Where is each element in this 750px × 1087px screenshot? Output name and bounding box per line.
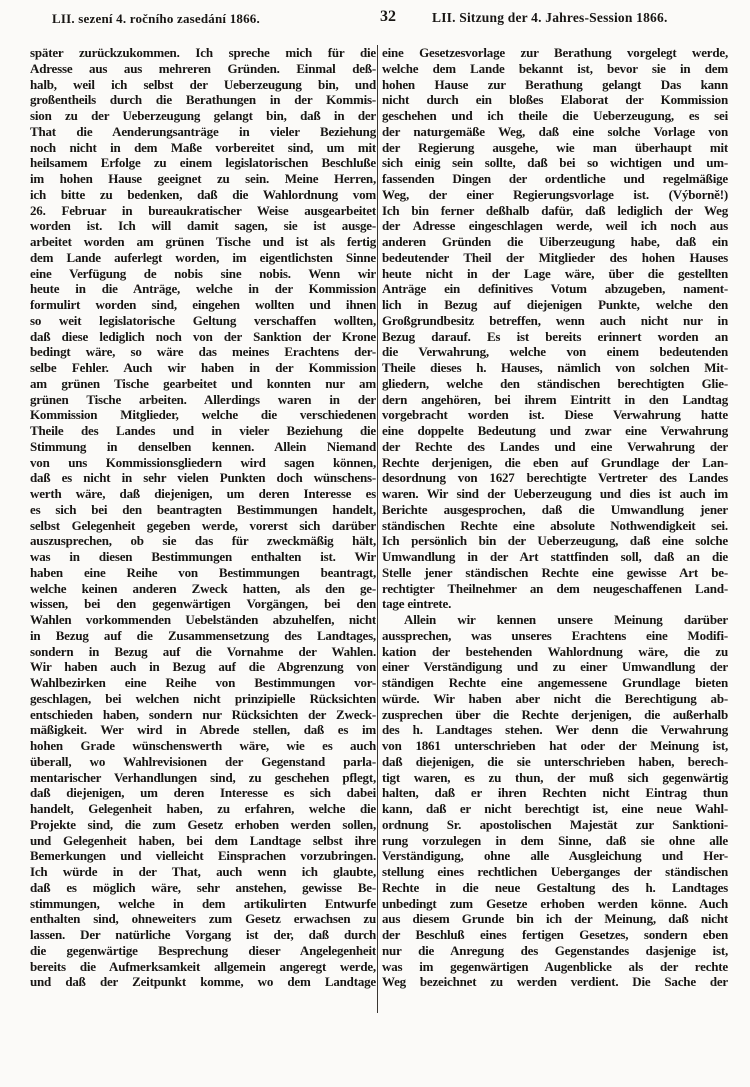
- text-line: am grünen Tische gearbeitet und konnten nur am: [30, 375, 376, 391]
- text-line: ich bitte zu bedenken, daß die Wahlordnung vom: [30, 186, 376, 202]
- text-line: wissen, bei den gegenwärtigen Vorgängen, bei den: [30, 596, 376, 612]
- text-line: unbedingt zum Gesetze erhoben werden könne. Auch: [382, 895, 728, 911]
- text-line: was im gegenwärtigen Augenblicke als der rechte: [382, 958, 728, 974]
- text-line: handelt, Gelegenheit haben, zu erfahren, welche die: [30, 801, 376, 816]
- text-line: eine doppelte Bedeutung und zwar eine Verwahrung: [382, 423, 728, 438]
- text-line: der Beschluß eines fertigen Gesetzes, sondern eben: [382, 927, 728, 942]
- text-line: kann, daß er nicht berechtigt ist, eine neue Wahl-: [382, 801, 728, 816]
- text-line: vorgebracht worden ist. Diese Verwahrung hatte: [382, 407, 728, 423]
- text-line: würde. Wir haben aber nicht die Berechtigung ab-: [382, 690, 728, 706]
- text-line: daß diejenigen, die sie unterschrieben haben, berech-: [382, 753, 728, 769]
- text-line: Ich persönlich bin der Ueberzeugung, daß eine solche: [382, 533, 728, 549]
- text-line: großentheils durch die Berathungen in der Kommis-: [30, 92, 376, 108]
- text-line: bedeutender Theil der Mitglieder des hohen Hauses: [382, 249, 728, 265]
- text-line: ordnung Sr. apostolischen Majestät zur Sanktioni-: [382, 816, 728, 832]
- text-line: was in diesen Bestimmungen enthalten ist. Wir: [30, 549, 376, 564]
- text-line: waren. Wir sind der Ueberzeugung und dies ist auch im: [382, 486, 728, 501]
- text-line: nicht durch ein bloßes Elaborat der Kommission: [382, 92, 728, 108]
- text-line: eine Gesetzesvorlage zur Berathung vorgelegt werde,: [382, 45, 728, 60]
- text-line: halten, daß er ihren Rechten nicht Eintrag thun: [382, 785, 728, 801]
- text-line: daß es nicht in sehr vielen Punkten doch wünschens-: [30, 470, 376, 486]
- text-line: Theile des Landes und in vieler Beziehung die: [30, 423, 376, 438]
- text-line: und Gelegenheit haben, bei dem Landtage selbst ihre: [30, 832, 376, 848]
- text-line: hohen Hause zur Berathung gelangt Das kann: [382, 76, 728, 92]
- text-line: der Rechte des Landes und eine Verwahrung der: [382, 438, 728, 454]
- text-line: hohen Grade wünschenswerth wäre, wie es auch: [30, 738, 376, 753]
- text-line: welche keinen anderen Zweck hatten, als den ge-: [30, 580, 376, 596]
- text-line: Berichte ausgesprochen, daß die Umwandlung jener: [382, 501, 728, 517]
- text-line: kation der bestehenden Wahlordnung wäre, die zu: [382, 643, 728, 659]
- text-line: im hohen Hause geeignet zu sein. Meine Herren,: [30, 171, 376, 186]
- text-line: Umwandlung in der Art stattfinden soll, daß an die: [382, 549, 728, 564]
- text-line: Weg bezeichnet zu werden verdient. Die Sache der: [382, 974, 728, 990]
- text-line: in Bezug auf die Zusammensetzung des Landtages,: [30, 627, 376, 643]
- text-line: entschieden haben, sondern nur Rücksichten der Zweck-: [30, 706, 376, 722]
- text-line: geschehen und ich theile die Ueberzeugung, es sei: [382, 108, 728, 123]
- right-text-column: [382, 45, 728, 990]
- running-head-czech: LII. sezení 4. ročního zasedání 1866.: [52, 11, 260, 26]
- text-line: desordnung von 1627 berechtigte Vertreter des Landes: [382, 470, 728, 486]
- text-line: Bemerkungen und vielleicht Einsprachen vorzubringen.: [30, 848, 376, 864]
- text-line: eine Verfügung de nobis sine nobis. Wenn wir: [30, 265, 376, 281]
- text-line: sich einig sein sollte, daß bei so wichtigen und um-: [382, 155, 728, 171]
- text-line: heilsamem Erfolge zu einem legislatorischen Beschluße: [30, 155, 376, 171]
- text-line: später zurückzukommen. Ich spreche mich für die: [30, 45, 376, 60]
- text-line: welche dem Lande bekannt ist, bevor sie in dem: [382, 60, 728, 76]
- text-line: und daß der Zeitpunkt komme, wo dem Landtage: [30, 974, 376, 990]
- text-line: zusprechen über die Rechte derjenigen, die außerhalb: [382, 706, 728, 722]
- text-line: von 1861 unterschrieben hat oder der Meinung ist,: [382, 738, 728, 753]
- text-line: sondern in Bezug auf die Vornahme der Wahlen.: [30, 643, 376, 659]
- text-line: aussprechen, was unseres Erachtens eine Modifi-: [382, 627, 728, 643]
- text-line: 26. Februar in bureaukratischer Weise ausgearbeitet: [30, 202, 376, 218]
- text-line: sion zu der Ueberzeugung gelangt bin, daß in der: [30, 108, 376, 123]
- text-line: Rechte in die neue Gestaltung des h. Landtages: [382, 879, 728, 895]
- text-line: grünen Tische arbeiten. Allerdings waren in der: [30, 391, 376, 407]
- text-line: bereits die Aufmerksamkeit allgemein angeregt werde,: [30, 958, 376, 974]
- text-line: einer Verständigung und zu einer Umwandlung der: [382, 659, 728, 675]
- text-line: der naturgemäße Weg, daß eine solche Vorlage von: [382, 123, 728, 139]
- text-line: Ich bin ferner deßhalb dafür, daß lediglich der Weg: [382, 202, 728, 218]
- text-line: werth wäre, daß diejenigen, um deren Interesse es: [30, 486, 376, 501]
- text-line: Großgrundbesitz betreffen, wenn auch nicht nur in: [382, 312, 728, 328]
- text-line: der Regierung ausgehe, wie man überhaupt mit: [382, 139, 728, 155]
- text-line: mäßigkeit. Wer wird in Abrede stellen, daß es im: [30, 722, 376, 738]
- text-line: des h. Landtages stehen. Wer denn die Verwahrung: [382, 722, 728, 738]
- text-line: so weit legislatorische Geltung verschaffen wollten,: [30, 312, 376, 328]
- text-line: selbst Gelegenheit gegeben werde, vorerst sich darüber: [30, 517, 376, 533]
- text-line: Kommission Mitglieder, welche die verschiedenen: [30, 407, 376, 423]
- text-line: rung vorzulegen in dem Sinne, daß sie ohne alle: [382, 832, 728, 848]
- text-line: rechtigter Theilnehmer an dem neugeschaffenen Land-: [382, 580, 728, 596]
- text-line: ständischen Rechte eine absolute Nothwendigkeit sei.: [382, 517, 728, 533]
- text-line: mentarischer Verhandlungen sind, zu geschehen pflegt,: [30, 769, 376, 785]
- text-line: gliedern, welche den ständischen berechtigten Glie-: [382, 375, 728, 391]
- text-line: arbeitet worden am grünen Tische und ist als fertig: [30, 234, 376, 249]
- text-line: Anträge ein definitives Votum abzugeben, nament-: [382, 281, 728, 297]
- text-line: Bezug darauf. Es ist bereits erinnert worden an: [382, 328, 728, 344]
- text-line: von uns Kommissionsgliedern wird sagen können,: [30, 454, 376, 470]
- text-line: ständigen Rechte eine angemessene Grundlage bieten: [382, 675, 728, 690]
- text-line: die Verwahrung, welche von einem bedeutenden: [382, 344, 728, 360]
- running-head: [0, 0, 750, 34]
- text-line: geschlagen, bei welchen nicht prinzipielle Rücksichten: [30, 690, 376, 706]
- text-line: Weg, der einer Regierungsvorlage ist. (Výborně!): [382, 186, 728, 202]
- text-line: Allein wir kennen unsere Meinung darüber: [404, 612, 728, 627]
- text-line: That die Aenderungsanträge in vieler Beziehung: [30, 123, 376, 139]
- text-line: formulirt worden sind, eingehen wollten und ihnen: [30, 297, 376, 312]
- running-head-german: LII. Sitzung der 4. Jahres-Session 1866.: [432, 10, 668, 25]
- text-line: daß es möglich wäre, sehr anstehen, gewisse Be-: [30, 879, 376, 895]
- text-line: Wahlen vorkommenden Uebelständen abzuhelfen, nicht: [30, 612, 376, 627]
- text-line: Stimmung in denselben kennen. Allein Niemand: [30, 438, 376, 454]
- text-line: lich in Bezug auf diejenigen Punkte, welche den: [382, 297, 728, 312]
- column-divider-rule: [377, 45, 378, 1013]
- text-line: Wir haben auch in Bezug auf die Abgrenzung von: [30, 659, 376, 675]
- text-line: daß diese lediglich noch von der Sanktion der Krone: [30, 328, 376, 344]
- text-line: worden ist. Ich will damit sagen, sie ist ausge-: [30, 218, 376, 234]
- text-line: selbe Fehler. Auch wir haben in der Kommission: [30, 360, 376, 375]
- text-line: tigt waren, es zu thun, der muß sich gegenwärtig: [382, 769, 728, 785]
- text-line: überall, wo Wahlrevisionen der Gegenstand parla-: [30, 753, 376, 769]
- text-line: lassen. Der natürliche Vorgang ist der, daß durch: [30, 927, 376, 942]
- text-line: noch nicht in dem Maße vorbereitet sind, um mit: [30, 139, 376, 155]
- text-line: anderen Gründen die Uiberzeugung habe, daß ein: [382, 234, 728, 249]
- text-line: der Adresse eingeschlagen werde, weil ich noch aus: [382, 218, 728, 234]
- text-line: dem Lande auferlegt worden, im eigentlichsten Sinne: [30, 249, 376, 265]
- text-line: enthalten sind, ohneweiters zum Gesetz erwachsen zu: [30, 911, 376, 927]
- text-line: nur die Anregung des Gegenstandes dasjenige ist,: [382, 942, 728, 958]
- text-line: Ich würde in der That, auch wenn ich glaubte,: [30, 864, 376, 879]
- left-text-column: [30, 45, 376, 990]
- text-line: daß diejenigen, um deren Interesse es sich dabei: [30, 785, 376, 801]
- text-line: die gegenwärtige Besprechung dieser Angelegenheit: [30, 942, 376, 958]
- text-line: Stelle jener ständischen Rechte eine gewisse Art be-: [382, 564, 728, 580]
- text-line: aus diesem Grunde bin ich der Meinung, daß nicht: [382, 911, 728, 927]
- text-line: Adresse aus aus mehreren Gründen. Einmal deß-: [30, 60, 376, 76]
- text-line: heute in die Anträge, welche in der Kommission: [30, 281, 376, 297]
- text-line: Theile dieses h. Hauses, nämlich von solchen Mit-: [382, 360, 728, 375]
- page-number: 32: [380, 8, 396, 25]
- text-line: es sich bei den beantragten Bestimmungen handelt,: [30, 501, 376, 517]
- text-line: Wahlbezirken eine Reihe von Bestimmungen vor-: [30, 675, 376, 690]
- text-line: dern angehören, bei ihrem Eintritt in den Landtag: [382, 391, 728, 407]
- text-line: fassenden Dingen der ordentliche und regelmäßige: [382, 171, 728, 186]
- text-line: bedingt wäre, so wäre das meines Erachtens der-: [30, 344, 376, 360]
- text-line: heute nicht in der Lage wäre, über die gestellten: [382, 265, 728, 281]
- text-line: tage eintrete.: [382, 596, 452, 612]
- text-line: stellung eines rechtlichen Ueberganges der ständischen: [382, 864, 728, 879]
- text-line: Projekte sind, die zum Gesetz erhoben werden sollen,: [30, 816, 376, 832]
- text-line: stimmungen, welche in dem artikulirten Entwurfe: [30, 895, 376, 911]
- text-line: haben eine Reihe von Bestimmungen beantragt,: [30, 564, 376, 580]
- text-line: auszusprechen, ob sie das für zweckmäßig hält,: [30, 533, 376, 549]
- text-line: halb, weil ich selbst der Ueberzeugung bin, und: [30, 76, 376, 92]
- text-line: Rechte derjenigen, die eben auf Grundlage der Lan-: [382, 454, 728, 470]
- text-line: Verständigung, ohne alle Ausgleichung und Her-: [382, 848, 728, 864]
